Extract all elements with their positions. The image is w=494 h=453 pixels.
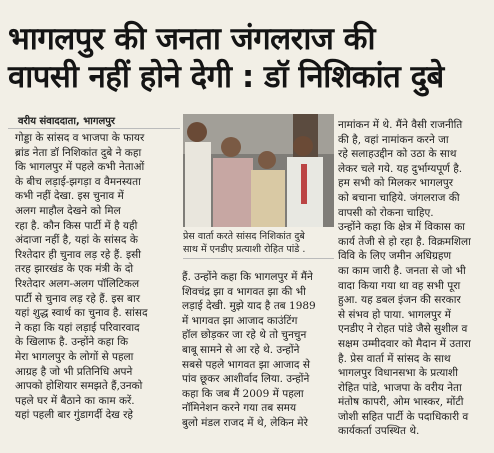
headline — [8, 20, 488, 96]
article-line: मंतोष कापरी, ओम भास्कर, मोंटी — [338, 396, 464, 409]
article-line: ब्रांड नेता डॉ निशिकांत दुबे ने कहा — [15, 146, 142, 159]
caption-line: प्रेस वार्ता करते सांसद निशिकांत दुबे — [183, 231, 305, 242]
article-column-3 — [338, 118, 488, 439]
article-line: के खिलाफ है. उन्होंने कहा कि — [15, 336, 129, 349]
article-line: कहा कि जब मैं 2009 में पहला — [182, 387, 304, 400]
article-line: कार्यकर्ता उपस्थित थे. — [338, 425, 420, 438]
caption-divider — [183, 258, 334, 259]
article-line: हुआ. यह डबल इंजन की सरकार — [338, 294, 461, 307]
caption-line: साथ में एनडीए प्रत्याशी रोहित पांडे . — [183, 244, 306, 255]
article-line: जोशी सहित पार्टी के पदाधिकारी व — [338, 410, 469, 423]
article-line: रहा है. कौन किस पार्टी में है यही — [15, 219, 138, 232]
article-line: यहां शुद्ध स्वार्थ का चुनाव है. सांसद — [15, 307, 148, 320]
article-line: भागलपुर विधानसभा के प्रत्याशी — [338, 367, 458, 380]
article-line: तरह झारखंड के एक मंत्री के दो — [15, 263, 134, 276]
article-line: है. प्रेस वार्ता में सांसद के साथ — [338, 352, 451, 365]
article-line: कभी नहीं देखा. इस चुनाव में — [15, 190, 124, 203]
article-line: हॉल छोड़कर जा रहे थे तो चुनचुन — [182, 329, 307, 342]
article-line: शिवचंद्र झा व भागवत झा की भी — [182, 285, 306, 298]
article-line: विवि के लिए जमीन अधिग्रहण — [338, 250, 452, 263]
article-line: रिश्तेदार अलग-अलग पॉलिटिकल — [15, 277, 140, 290]
article-line: अलग माहौल देखने को मिल — [15, 204, 121, 217]
article-line: वापसी को रोकना चाहिए. — [338, 206, 434, 219]
article-line: आग्रह है जो भी प्रतिनिधि अपने — [15, 365, 133, 378]
press-conference-photo — [183, 114, 334, 227]
article-line: सक्षम उम्मीदवार को मैदान में उतारा — [338, 337, 471, 350]
article-line: का काम जारी है. जनता से जो भी — [338, 264, 466, 277]
article-line: लड़ाई देखी. मुझे याद है तब 1989 — [182, 300, 316, 313]
article-line: रोहित पांडे, भाजपा के वरीय नेता — [338, 381, 462, 394]
article-line: को बचाना चाहिये. जंगलराज की — [338, 191, 460, 204]
article-line: पहले घर में बैठाने का काम करें. — [15, 394, 135, 407]
photo-illustration — [183, 114, 334, 227]
article-line: मेरा भागलपुर के लोगों से पहला — [15, 350, 134, 363]
article-line: के बीच लड़ाई-झगड़ा व वैमनस्यता — [15, 175, 141, 188]
headline-line: भागलपुर की जनता जंगलराज की — [8, 21, 376, 57]
article-line: रिश्तेदार ही चुनाव लड़ रहे हैं. इसी — [15, 248, 141, 261]
article-line: पार्टी से चुनाव लड़ रहे हैं. इस बार — [15, 292, 140, 305]
article-line: गोड्डा के सांसद व भाजपा के फायर — [15, 132, 145, 144]
article-line: सबसे पहले भागवत झा आजाद से — [182, 358, 310, 371]
byline: वरीय संवाददाता, भागलपुर — [18, 116, 116, 127]
article-line: लेकर चले गये. यह दुर्भाग्यपूर्ण है. — [338, 162, 463, 175]
article-line: हैं. उन्होंने कहा कि भागलपुर में मैंने — [182, 271, 313, 283]
article-line: रहे सलाहउद्दीन को उठा के साथ — [338, 148, 457, 161]
article-line: बाबू सामने से आ रहे थे. उन्होंने — [182, 343, 300, 356]
article-line: कार्य तेजी से हो रहा है. विक्रमशिला — [338, 235, 471, 248]
article-line: यहां पहली बार गुंडागर्दी देख रहे — [15, 409, 133, 422]
article-column-2 — [182, 270, 332, 431]
article-line: एनडीए ने रोहत पांडे जैसे सुशील व — [338, 323, 468, 336]
article-line: नामांकन में थे. मैंने वैसी राजनीति — [338, 119, 463, 131]
article-line: ने कहा कि यहां लड़ाई परिवारवाद — [15, 321, 140, 334]
photo-caption — [183, 230, 334, 256]
article-line: कि भागलपुर में पहले कभी नेताओं — [15, 161, 145, 174]
article-line: हम सभी को मिलकर भागलपुर — [338, 177, 454, 190]
article-line: उन्होंने कहा कि क्षेत्र में विकास का — [338, 221, 466, 234]
article-line: नॉमिनेशन करने गया तब समय — [182, 402, 297, 415]
headline-line: वापसी नहीं होने देगी : डॉ निशिकांत दुबे — [8, 59, 444, 95]
article-line: वादा किया गया था वह सभी पूरा — [338, 279, 461, 292]
byline-divider — [8, 128, 180, 129]
article-line: बुलो मंडल राजद में थे, लेकिन मेरे — [182, 416, 308, 429]
article-line: पांव छूकर आशीर्वाद लिया. उन्होंने — [182, 373, 310, 386]
article-line: की है, वहां नामांकन करने जा — [338, 133, 449, 146]
article-column-1 — [15, 131, 181, 423]
article-line: आपको होशियार समझते हैं,उनको — [15, 380, 143, 393]
article-line: अंदाजा नहीं है, यहां के सांसद के — [15, 234, 138, 247]
article-line: में भागवत झा आजाद काउंटिंग — [182, 314, 298, 327]
article-line: से संभव हो पाया. भागलपुर में — [338, 308, 451, 321]
